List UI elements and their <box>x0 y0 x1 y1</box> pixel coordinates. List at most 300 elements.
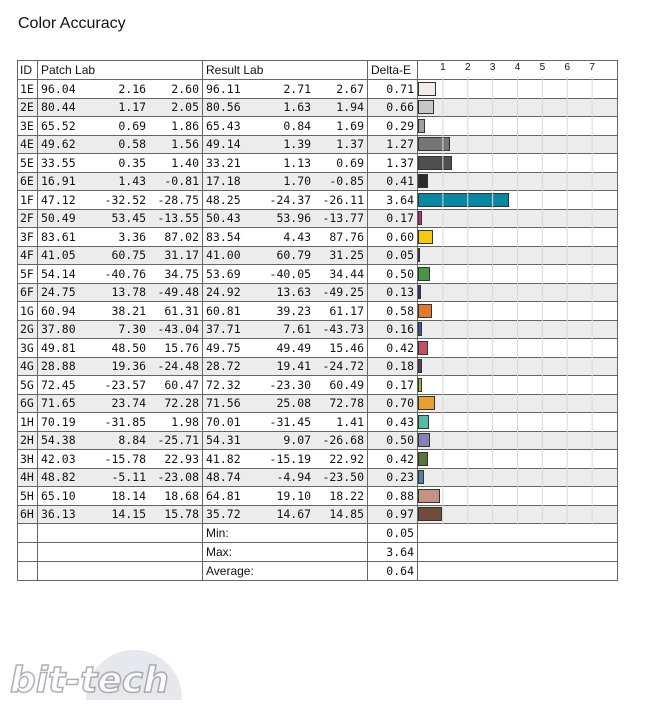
table-row <box>18 117 618 136</box>
delta-e-bar <box>418 415 429 429</box>
patch-lab-value: 72.45 <box>41 377 76 392</box>
delta-e-value: 0.88 <box>368 487 418 506</box>
patch-lab-value: 87.02 <box>164 229 199 244</box>
patch-id: 6H <box>18 505 38 524</box>
patch-lab-value: 1.40 <box>171 155 199 170</box>
patch-lab-value: 1.43 <box>118 174 147 189</box>
delta-e-value: 0.18 <box>368 357 418 376</box>
result-lab-value: 14.67 <box>276 507 312 522</box>
result-lab-value: -13.77 <box>322 211 364 226</box>
result-lab-cell <box>203 246 368 265</box>
patch-id: 4H <box>18 468 38 487</box>
patch-lab-value: 1.86 <box>171 118 199 133</box>
table-row <box>18 431 618 450</box>
delta-e-value: 0.50 <box>368 431 418 450</box>
result-lab-cell <box>203 339 368 358</box>
patch-id: 6G <box>18 394 38 413</box>
delta-e-bar <box>418 267 430 281</box>
bar-cell <box>418 228 618 247</box>
patch-lab-value: 50.49 <box>41 211 76 226</box>
delta-e-bar <box>418 137 450 151</box>
min-row <box>18 524 618 543</box>
result-lab-value: 60.79 <box>276 248 312 263</box>
result-lab-cell <box>203 209 368 228</box>
patch-lab-cell <box>38 431 203 450</box>
delta-e-bar <box>418 230 433 244</box>
result-lab-value: 71.56 <box>206 396 241 411</box>
result-lab-value: 37.71 <box>206 322 241 337</box>
patch-lab-cell <box>38 487 203 506</box>
patch-lab-value: 3.36 <box>118 229 147 244</box>
patch-lab-value: -32.52 <box>104 192 147 207</box>
patch-lab-cell <box>38 135 203 154</box>
patch-lab-value: -5.11 <box>111 470 147 485</box>
patch-lab-value: 80.44 <box>41 100 76 115</box>
result-lab-value: 33.21 <box>206 155 241 170</box>
table-row <box>18 172 618 191</box>
delta-e-value: 0.43 <box>368 413 418 432</box>
patch-id: 5E <box>18 154 38 173</box>
result-lab-value: 1.39 <box>283 137 312 152</box>
result-lab-value: 31.25 <box>329 248 364 263</box>
patch-lab-value: 34.75 <box>164 266 199 281</box>
patch-lab-value: 38.21 <box>111 303 147 318</box>
result-lab-cell <box>203 172 368 191</box>
delta-e-bar <box>418 322 422 336</box>
result-lab-cell <box>203 98 368 117</box>
patch-lab-value: -13.55 <box>157 211 199 226</box>
result-lab-cell <box>203 265 368 284</box>
result-lab-value: 64.81 <box>206 488 241 503</box>
patch-lab-value: 7.30 <box>118 322 147 337</box>
delta-e-bar <box>418 100 434 114</box>
average-row <box>18 562 618 581</box>
patch-lab-cell <box>38 246 203 265</box>
delta-e-value: 0.17 <box>368 209 418 228</box>
patch-id: 4F <box>18 246 38 265</box>
patch-lab-value: 36.13 <box>41 507 76 522</box>
bar-cell <box>418 265 618 284</box>
table-row <box>18 320 618 339</box>
delta-e-value: 1.27 <box>368 135 418 154</box>
patch-lab-value: -28.75 <box>157 192 199 207</box>
patch-lab-value: 37.80 <box>41 322 76 337</box>
patch-lab-value: 70.19 <box>41 414 76 429</box>
patch-lab-cell <box>38 172 203 191</box>
axis-tick-label: 6 <box>564 62 571 73</box>
patch-lab-value: -25.71 <box>157 433 199 448</box>
patch-id: 5H <box>18 487 38 506</box>
patch-lab-value: 60.75 <box>111 248 147 263</box>
result-lab-value: 2.67 <box>336 81 364 96</box>
result-lab-value: 1.13 <box>283 155 312 170</box>
result-lab-value: 80.56 <box>206 100 241 115</box>
bar-cell <box>418 413 618 432</box>
patch-lab-value: 0.58 <box>118 137 147 152</box>
patch-lab-value: 71.65 <box>41 396 76 411</box>
result-lab-value: 19.10 <box>276 488 312 503</box>
patch-lab-value: 42.03 <box>41 451 76 466</box>
result-lab-value: -0.85 <box>329 174 364 189</box>
bar-cell <box>418 135 618 154</box>
result-lab-cell <box>203 191 368 210</box>
axis-tick-label: 1 <box>440 62 446 73</box>
delta-e-bar <box>418 341 428 355</box>
patch-lab-cell <box>38 320 203 339</box>
axis-tick-label: 3 <box>489 62 496 73</box>
table-row <box>18 394 618 413</box>
bar-cell <box>418 209 618 228</box>
bar-cell <box>418 505 618 524</box>
patch-lab-value: 60.47 <box>164 377 199 392</box>
result-lab-value: 48.74 <box>206 470 241 485</box>
patch-lab-value: 24.75 <box>41 285 76 300</box>
delta-e-bar <box>418 174 428 188</box>
delta-e-value: 0.97 <box>368 505 418 524</box>
patch-id: 1F <box>18 191 38 210</box>
table-row <box>18 450 618 469</box>
delta-e-bar <box>418 359 422 373</box>
delta-e-value: 0.17 <box>368 376 418 395</box>
patch-lab-cell <box>38 209 203 228</box>
patch-lab-value: 14.15 <box>111 507 147 522</box>
patch-id: 1G <box>18 302 38 321</box>
table-row <box>18 265 618 284</box>
patch-lab-cell <box>38 505 203 524</box>
axis-tick-label: 2 <box>464 62 471 73</box>
patch-lab-value: 16.91 <box>41 174 76 189</box>
min-value: 0.05 <box>368 524 418 543</box>
patch-lab-cell <box>38 468 203 487</box>
table-row <box>18 209 618 228</box>
average-value: 0.64 <box>368 562 418 581</box>
patch-lab-value: 41.05 <box>41 248 76 263</box>
delta-e-value: 0.71 <box>368 80 418 99</box>
patch-id: 2F <box>18 209 38 228</box>
patch-id: 5G <box>18 376 38 395</box>
patch-lab-value: 33.55 <box>41 155 76 170</box>
axis-tick-label: 7 <box>589 62 595 73</box>
patch-id: 3G <box>18 339 38 358</box>
result-lab-cell <box>203 302 368 321</box>
patch-lab-value: 1.56 <box>171 137 199 152</box>
bar-cell <box>418 339 618 358</box>
patch-lab-value: 0.69 <box>118 118 147 133</box>
patch-lab-cell <box>38 450 203 469</box>
result-lab-value: 96.11 <box>206 81 241 96</box>
delta-e-bar <box>418 119 425 133</box>
result-lab-value: -40.05 <box>269 266 312 281</box>
result-lab-value: -23.50 <box>322 470 364 485</box>
result-lab-value: 35.72 <box>206 507 241 522</box>
table-row <box>18 191 618 210</box>
result-lab-value: 0.84 <box>283 118 312 133</box>
patch-id: 5F <box>18 265 38 284</box>
table-row <box>18 98 618 117</box>
delta-e-bar <box>418 433 430 447</box>
patch-lab-value: 15.78 <box>164 507 199 522</box>
bar-cell <box>418 191 618 210</box>
bar-cell <box>418 80 618 99</box>
result-lab-value: 83.54 <box>206 229 241 244</box>
result-lab-value: 24.92 <box>206 285 241 300</box>
delta-e-value: 0.05 <box>368 246 418 265</box>
patch-id: 3E <box>18 117 38 136</box>
bar-cell <box>418 450 618 469</box>
delta-e-value: 0.41 <box>368 172 418 191</box>
patch-lab-cell <box>38 154 203 173</box>
result-lab-cell <box>203 228 368 247</box>
delta-e-value: 0.66 <box>368 98 418 117</box>
id-header: ID <box>18 61 38 80</box>
axis-tick-label: 4 <box>514 62 521 73</box>
result-lab-value: -26.11 <box>322 192 364 207</box>
patch-lab-value: 13.78 <box>111 285 147 300</box>
table-row <box>18 505 618 524</box>
result-lab-value: 0.69 <box>336 155 364 170</box>
bar-cell <box>418 246 618 265</box>
delta-e-bar <box>418 211 422 225</box>
patch-id: 1E <box>18 80 38 99</box>
table-body <box>18 80 618 524</box>
delta-e-value: 0.42 <box>368 450 418 469</box>
delta-e-value: 0.23 <box>368 468 418 487</box>
delta-e-bar <box>418 396 435 410</box>
patch-lab-cell <box>38 191 203 210</box>
result-lab-value: 19.41 <box>276 359 312 374</box>
table-row <box>18 376 618 395</box>
table-row <box>18 80 618 99</box>
delta-e-value: 0.58 <box>368 302 418 321</box>
patch-lab-value: 47.12 <box>41 192 76 207</box>
delta-e-value: 1.37 <box>368 154 418 173</box>
result-lab-value: -15.19 <box>269 451 312 466</box>
result-lab-value: 17.18 <box>206 174 241 189</box>
patch-lab-value: 49.81 <box>41 340 76 355</box>
result-lab-value: -26.68 <box>322 433 364 448</box>
max-row <box>18 543 618 562</box>
header-row <box>18 61 618 80</box>
result-lab-value: 54.31 <box>206 433 241 448</box>
patch-lab-value: 18.68 <box>164 488 199 503</box>
patch-lab-value: 0.35 <box>118 155 147 170</box>
patch-lab-value: 83.61 <box>41 229 76 244</box>
result-lab-cell <box>203 431 368 450</box>
patch-lab-value: 1.17 <box>118 100 147 115</box>
result-lab-cell <box>203 505 368 524</box>
patch-id: 1H <box>18 413 38 432</box>
patch-lab-value: 72.28 <box>164 396 199 411</box>
result-lab-value: 49.75 <box>206 340 241 355</box>
result-lab-cell <box>203 135 368 154</box>
result-lab-value: 13.63 <box>276 285 312 300</box>
patch-lab-header: Patch Lab <box>38 61 203 80</box>
delta-e-header: Delta-E <box>368 61 418 80</box>
patch-lab-cell <box>38 98 203 117</box>
result-lab-cell <box>203 450 368 469</box>
result-lab-value: 53.96 <box>276 211 312 226</box>
axis-ticks <box>418 61 617 79</box>
result-lab-value: 4.43 <box>283 229 312 244</box>
delta-e-value: 0.29 <box>368 117 418 136</box>
result-lab-value: -49.25 <box>322 285 364 300</box>
result-lab-value: 28.72 <box>206 359 241 374</box>
result-lab-value: -23.30 <box>269 377 312 392</box>
patch-lab-value: 60.94 <box>41 303 76 318</box>
patch-lab-value: 2.05 <box>171 100 199 115</box>
min-label: Min: <box>203 524 368 543</box>
result-lab-value: 1.41 <box>336 414 364 429</box>
patch-lab-cell <box>38 228 203 247</box>
axis-tick-label: 5 <box>539 62 546 73</box>
delta-e-value: 0.70 <box>368 394 418 413</box>
patch-lab-value: 2.16 <box>118 81 147 96</box>
result-lab-value: 53.69 <box>206 266 241 281</box>
patch-lab-value: -23.57 <box>104 377 147 392</box>
patch-lab-value: 19.36 <box>111 359 147 374</box>
result-lab-value: 39.23 <box>276 303 312 318</box>
delta-e-bar <box>418 82 436 96</box>
table-row <box>18 228 618 247</box>
table-row <box>18 302 618 321</box>
result-lab-value: 49.14 <box>206 137 241 152</box>
result-lab-header: Result Lab <box>203 61 368 80</box>
patch-lab-value: 53.45 <box>111 211 147 226</box>
delta-e-value: 0.60 <box>368 228 418 247</box>
result-lab-value: 9.07 <box>283 433 312 448</box>
result-lab-cell <box>203 376 368 395</box>
result-lab-value: -24.37 <box>269 192 312 207</box>
patch-lab-value: 65.10 <box>41 488 76 503</box>
patch-lab-value: 31.17 <box>164 248 199 263</box>
color-accuracy-table <box>17 60 618 581</box>
result-lab-value: 60.81 <box>206 303 241 318</box>
table-row <box>18 357 618 376</box>
result-lab-cell <box>203 357 368 376</box>
delta-e-value: 0.50 <box>368 265 418 284</box>
delta-e-bar <box>418 304 432 318</box>
patch-lab-cell <box>38 413 203 432</box>
patch-lab-value: 48.50 <box>111 340 147 355</box>
result-lab-value: 1.70 <box>283 174 312 189</box>
result-lab-value: 41.00 <box>206 248 241 263</box>
patch-lab-cell <box>38 80 203 99</box>
delta-e-bar <box>418 378 422 392</box>
patch-id: 4G <box>18 357 38 376</box>
patch-id: 2G <box>18 320 38 339</box>
delta-e-value: 0.13 <box>368 283 418 302</box>
result-lab-value: 22.92 <box>329 451 364 466</box>
bar-cell <box>418 320 618 339</box>
bar-cell <box>418 431 618 450</box>
result-lab-value: 1.37 <box>336 137 364 152</box>
chart-title: Color Accuracy <box>18 15 126 32</box>
result-lab-value: 48.25 <box>206 192 241 207</box>
result-lab-value: 34.44 <box>329 266 364 281</box>
bar-cell <box>418 357 618 376</box>
patch-lab-value: 48.82 <box>41 470 76 485</box>
result-lab-value: -43.73 <box>322 322 364 337</box>
watermark-text: bit-tech <box>10 660 169 700</box>
patch-lab-value: -24.48 <box>157 359 199 374</box>
table-row <box>18 246 618 265</box>
bar-cell <box>418 98 618 117</box>
patch-lab-cell <box>38 117 203 136</box>
result-lab-value: 18.22 <box>329 488 364 503</box>
result-lab-value: 50.43 <box>206 211 241 226</box>
result-lab-value: 25.08 <box>276 396 312 411</box>
result-lab-cell <box>203 320 368 339</box>
patch-lab-value: 2.60 <box>171 81 199 96</box>
delta-e-bar <box>418 248 420 262</box>
bar-cell <box>418 302 618 321</box>
result-lab-value: 7.61 <box>283 322 312 337</box>
result-lab-value: -24.72 <box>322 359 364 374</box>
average-label: Average: <box>203 562 368 581</box>
delta-e-bar <box>418 193 509 207</box>
patch-id: 6E <box>18 172 38 191</box>
table-row <box>18 468 618 487</box>
patch-lab-value: 61.31 <box>164 303 199 318</box>
result-lab-cell <box>203 468 368 487</box>
bar-cell <box>418 172 618 191</box>
result-lab-cell <box>203 394 368 413</box>
patch-id: 6F <box>18 283 38 302</box>
table-row <box>18 413 618 432</box>
result-lab-value: 61.17 <box>329 303 364 318</box>
bar-cell <box>418 487 618 506</box>
result-lab-value: -31.45 <box>269 414 312 429</box>
table-row <box>18 135 618 154</box>
max-value: 3.64 <box>368 543 418 562</box>
bar-cell <box>418 154 618 173</box>
result-lab-value: 72.78 <box>329 396 364 411</box>
patch-lab-value: 49.62 <box>41 137 76 152</box>
patch-lab-cell <box>38 357 203 376</box>
patch-lab-value: -43.04 <box>157 322 199 337</box>
bar-cell <box>418 394 618 413</box>
patch-lab-value: -0.81 <box>164 174 199 189</box>
bar-cell <box>418 283 618 302</box>
delta-e-value: 3.64 <box>368 191 418 210</box>
patch-lab-value: 28.88 <box>41 359 76 374</box>
result-lab-value: 87.76 <box>329 229 364 244</box>
patch-lab-cell <box>38 376 203 395</box>
patch-lab-value: -49.48 <box>157 285 199 300</box>
table-row <box>18 283 618 302</box>
table-row <box>18 339 618 358</box>
patch-lab-cell <box>38 283 203 302</box>
table-row <box>18 154 618 173</box>
patch-id: 3H <box>18 450 38 469</box>
patch-lab-value: 8.84 <box>118 433 147 448</box>
result-lab-value: 2.71 <box>283 81 312 96</box>
patch-lab-value: 54.14 <box>41 266 76 281</box>
result-lab-value: 70.01 <box>206 414 241 429</box>
patch-lab-value: 96.04 <box>41 81 76 96</box>
delta-e-bar <box>418 507 442 521</box>
result-lab-value: 72.32 <box>206 377 241 392</box>
result-lab-cell <box>203 154 368 173</box>
patch-lab-value: 65.52 <box>41 118 76 133</box>
bar-cell <box>418 376 618 395</box>
result-lab-value: 60.49 <box>329 377 364 392</box>
bit-tech-logo <box>6 640 206 700</box>
result-lab-value: 65.43 <box>206 118 241 133</box>
delta-e-bar <box>418 489 440 503</box>
result-lab-value: 1.69 <box>336 118 364 133</box>
result-lab-value: 14.85 <box>329 507 364 522</box>
